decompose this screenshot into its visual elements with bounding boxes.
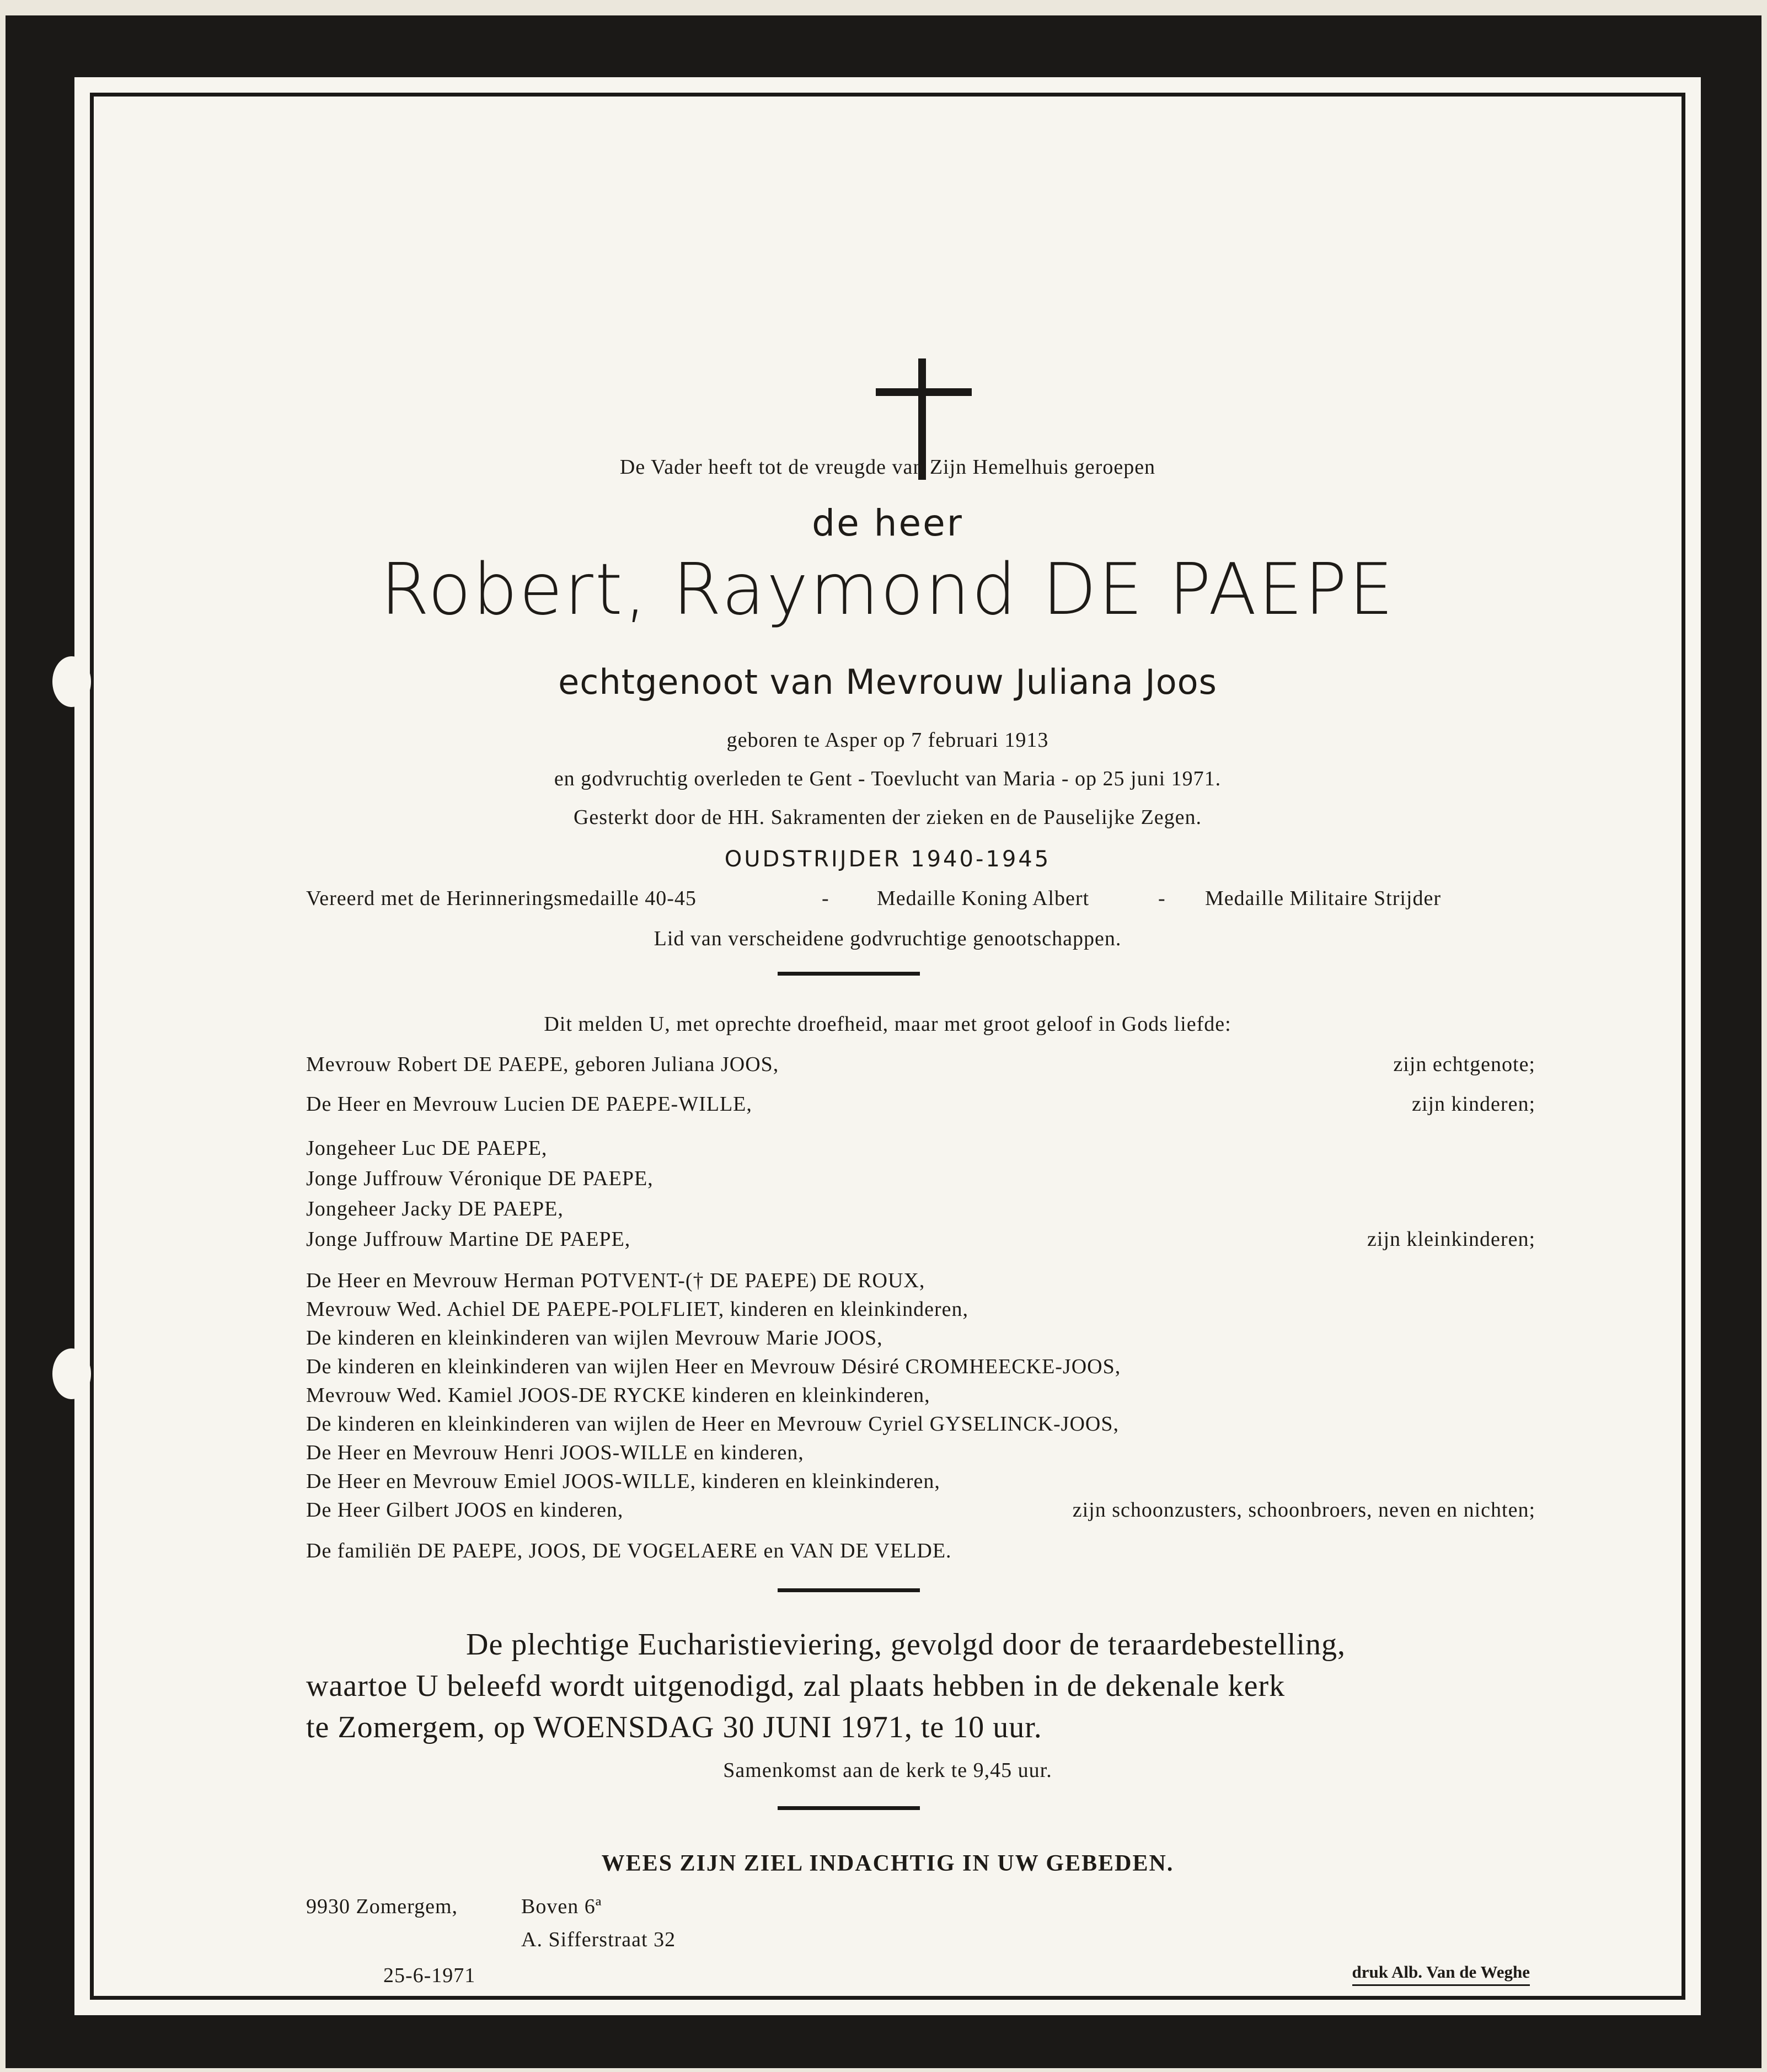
date-line: 25-6-1971 <box>383 1964 476 1987</box>
title-text: de heer <box>812 502 963 544</box>
deceased-name: Robert, Raymond DE PAEPE <box>380 549 1395 631</box>
relation-label: zijn kleinkinderen; <box>1367 1228 1535 1251</box>
family-line: Jongeheer Luc DE PAEPE, <box>306 1137 548 1160</box>
address-city: 9930 Zomergem, <box>306 1895 458 1918</box>
family-line: De Heer Gilbert JOOS en kinderen, <box>306 1498 624 1522</box>
relation-label: zijn echtgenote; <box>1393 1053 1535 1076</box>
family-line: De kinderen en kleinkinderen van wijlen Heer en Mevrouw Désiré CROMHEECKE-JOOS, <box>306 1355 1121 1378</box>
medal-3: Medaille Militaire Strijder <box>1205 887 1442 910</box>
family-line: De Heer en Mevrouw Henri JOOS-WILLE en kinderen, <box>306 1441 804 1464</box>
divider <box>778 972 920 976</box>
family-line: De kinderen en kleinkinderen van wijlen Mevrouw Marie JOOS, <box>306 1326 883 1350</box>
sacraments-line: Gesterkt door de HH. Sakramenten der zieken en de Pauselijke Zegen. <box>573 806 1202 829</box>
family-line: De kinderen en kleinkinderen van wijlen de Heer en Mevrouw Cyriel GYSELINCK-JOOS, <box>306 1412 1119 1436</box>
divider <box>778 1588 920 1592</box>
medal-separator: - <box>1158 887 1166 910</box>
service-line: De plechtige Eucharistieviering, gevolgd door de teraardebestelling, <box>466 1627 1346 1662</box>
family-line: De familiën DE PAEPE, JOOS, DE VOGELAERE en VAN DE VELDE. <box>306 1539 952 1562</box>
family-line: De Heer en Mevrouw Lucien DE PAEPE-WILLE, <box>306 1093 752 1116</box>
born-line: geboren te Asper op 7 februari 1913 <box>726 729 1049 752</box>
family-line: Jongeheer Jacky DE PAEPE, <box>306 1197 564 1220</box>
service-line: te Zomergem, op WOENSDAG 30 JUNI 1971, te 10 uur. <box>306 1710 1042 1744</box>
societies-line: Lid van verscheidene godvruchtige genootschappen. <box>654 927 1122 950</box>
address-street-2: A. Sifferstraat 32 <box>521 1928 676 1951</box>
family-line: De Heer en Mevrouw Emiel JOOS-WILLE, kinderen en kleinkinderen, <box>306 1470 940 1493</box>
address-street-1: Boven 6ª <box>521 1895 602 1918</box>
printer-line: druk Alb. Van de Weghe <box>1352 1962 1530 1986</box>
died-line: en godvruchtig overleden te Gent - Toevlucht van Maria - op 25 juni 1971. <box>554 767 1222 790</box>
intro-text: De Vader heeft tot de vreugde van Zijn Hemelhuis geroepen <box>619 456 1156 479</box>
family-line: De Heer en Mevrouw Herman POTVENT-(† DE PAEPE) DE ROUX, <box>306 1269 925 1292</box>
cross-icon-bar <box>876 388 972 396</box>
spouse-line: echtgenoot van Mevrouw Juliana Joos <box>558 662 1217 702</box>
service-line: waartoe U beleefd wordt uitgenodigd, zal plaats hebben in de dekenale kerk <box>306 1669 1286 1703</box>
medal-separator: - <box>822 887 829 910</box>
punch-hole <box>52 1348 91 1399</box>
medal-2: Medaille Koning Albert <box>877 887 1090 910</box>
prayer-line: WEES ZIJN ZIEL INDACHTIG IN UW GEBEDEN. <box>601 1851 1174 1876</box>
divider <box>778 1806 920 1810</box>
relation-label: zijn kinderen; <box>1412 1093 1535 1116</box>
family-line: Jonge Juffrouw Véronique DE PAEPE, <box>306 1167 654 1190</box>
punch-hole <box>52 656 91 707</box>
card <box>74 77 1701 2015</box>
gathering-line: Samenkomst aan de kerk te 9,45 uur. <box>723 1759 1052 1782</box>
family-intro: Dit melden U, met oprechte droefheid, maar met groot geloof in Gods liefde: <box>544 1013 1231 1036</box>
relation-label: zijn schoonzusters, schoonbroers, neven en nichten; <box>1072 1498 1535 1522</box>
medal-1: Vereerd met de Herinneringsmedaille 40-45 <box>306 887 697 910</box>
veteran-line: OUDSTRIJDER 1940-1945 <box>724 847 1051 872</box>
family-line: Jonge Juffrouw Martine DE PAEPE, <box>306 1228 631 1251</box>
family-line: Mevrouw Wed. Achiel DE PAEPE-POLFLIET, kinderen en kleinkinderen, <box>306 1298 969 1321</box>
family-line: Mevrouw Wed. Kamiel JOOS-DE RYCKE kinderen en kleinkinderen, <box>306 1384 930 1407</box>
family-line: Mevrouw Robert DE PAEPE, geboren Juliana JOOS, <box>306 1053 779 1076</box>
mourning-border <box>6 15 1761 2068</box>
